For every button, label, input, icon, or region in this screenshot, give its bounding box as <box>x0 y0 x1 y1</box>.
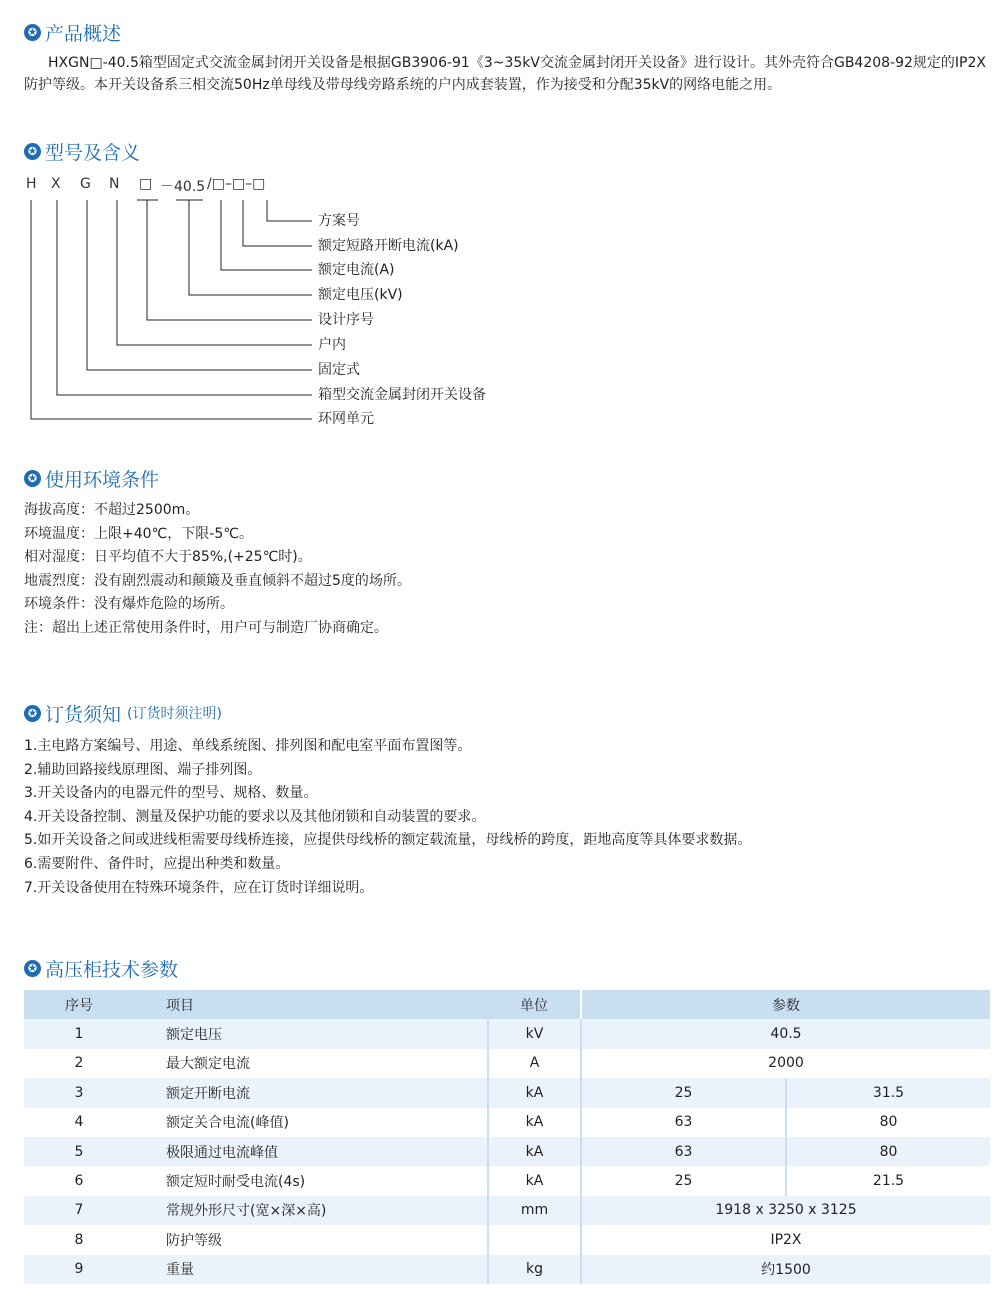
row-item: 防护等级 <box>134 1225 488 1254</box>
table-row <box>24 1108 990 1137</box>
row-item: 极限通过电流峰值 <box>134 1137 488 1166</box>
row-value-2: 31.5 <box>786 1078 990 1107</box>
header-param: 参数 <box>581 990 990 1019</box>
header-unit: 单位 <box>488 990 581 1019</box>
star-badge-icon: ✪ <box>24 470 41 487</box>
row-unit: kA <box>488 1166 581 1195</box>
ordering-line: 6.需要附件、备件时，应提出种类和数量。 <box>24 855 290 872</box>
row-no: 7 <box>24 1196 134 1225</box>
environment-line: 相对湿度：日平均值不大于85%,(+25℃时)。 <box>24 549 312 566</box>
ordering-list <box>24 735 751 900</box>
table-row <box>24 1049 990 1078</box>
environment-line: 环境温度：上限+40℃，下限-5℃。 <box>24 525 253 542</box>
table-row <box>24 1166 990 1195</box>
row-item: 重量 <box>134 1255 488 1284</box>
code-design-no: □ <box>139 176 153 192</box>
row-item: 额定短时耐受电流(4s) <box>134 1166 488 1195</box>
row-value-1: 25 <box>581 1166 786 1195</box>
star-badge-icon: ✪ <box>24 960 41 977</box>
label-fixed-type: 固定式 <box>318 362 360 378</box>
table-row <box>24 1225 990 1254</box>
table-row <box>24 1255 990 1284</box>
row-value: 40.5 <box>581 1019 990 1048</box>
label-design-no: 设计序号 <box>318 312 374 328</box>
row-value-2: 80 <box>786 1137 990 1166</box>
row-unit: kV <box>488 1019 581 1048</box>
row-unit: kg <box>488 1255 581 1284</box>
label-scheme-no: 方案号 <box>318 213 360 229</box>
overview-paragraph: HXGN□-40.5箱型固定式交流金属封闭开关设备是根据GB3906-91《3~35kV交流金属封闭开关设备》进行设计。其外壳符合GB4208-92规定的IP2X防护等级。本开关设备系三相交流50Hz单母线及带母线旁路系统的户内成套装置，作为接受和分配35kV的网络电能之用。 <box>24 55 986 93</box>
row-unit: kA <box>488 1078 581 1107</box>
row-unit: A <box>488 1049 581 1078</box>
table-row <box>24 1196 990 1225</box>
row-item: 额定关合电流(峰值) <box>134 1108 488 1137</box>
row-item: 额定开断电流 <box>134 1078 488 1107</box>
header-item: 项目 <box>134 990 488 1019</box>
row-value-1: 25 <box>581 1078 786 1107</box>
environment-line: 环境条件：没有爆炸危险的场所。 <box>24 596 234 613</box>
label-indoor: 户内 <box>318 337 346 353</box>
table-row <box>24 1137 990 1166</box>
code-letter-h: H <box>26 176 37 192</box>
ordering-line: 2.辅助回路接线原理图、端子排列图。 <box>24 761 262 778</box>
row-value-1: 63 <box>581 1108 786 1137</box>
table-row <box>24 1019 990 1048</box>
model-connector-lines <box>0 0 1000 440</box>
code-voltage: －40.5 <box>160 179 206 195</box>
label-box-type: 箱型交流金属封闭开关设备 <box>318 387 486 403</box>
label-rated-current: 额定电流(A) <box>318 262 395 278</box>
row-value: 约1500 <box>581 1255 990 1284</box>
row-no: 4 <box>24 1108 134 1137</box>
row-no: 8 <box>24 1225 134 1254</box>
row-value: 1918 x 3250 x 3125 <box>581 1196 990 1225</box>
row-unit: kA <box>488 1137 581 1166</box>
code-letter-n: N <box>109 176 120 192</box>
ordering-line: 7.开关设备使用在特殊环境条件，应在订货时详细说明。 <box>24 879 374 896</box>
spec-table <box>24 990 990 1284</box>
row-no: 1 <box>24 1019 134 1048</box>
overview-title: 产品概述 <box>45 22 122 45</box>
star-badge-icon: ✪ <box>24 24 41 41</box>
star-badge-icon: ✪ <box>24 143 41 160</box>
model-title: 型号及含义 <box>45 141 141 164</box>
row-value-2: 80 <box>786 1108 990 1137</box>
code-letter-x: X <box>51 176 61 192</box>
label-ring-unit: 环网单元 <box>318 411 374 427</box>
row-no: 2 <box>24 1049 134 1078</box>
environment-title: 使用环境条件 <box>45 468 160 491</box>
row-value: IP2X <box>581 1225 990 1254</box>
star-badge-icon: ✪ <box>24 705 41 722</box>
ordering-subtitle: (订货时须注明) <box>127 706 222 722</box>
row-unit: kA <box>488 1108 581 1137</box>
environment-line: 海拔高度：不超过2500m。 <box>24 502 200 518</box>
row-item: 常规外形尺寸(宽×深×高) <box>134 1196 488 1225</box>
specs-title: 高压柜技术参数 <box>45 958 179 981</box>
row-value-2: 21.5 <box>786 1166 990 1195</box>
code-suffix: /□–□–□ <box>207 176 266 192</box>
ordering-line: 5.如开关设备之间或进线柜需要母线桥连接，应提供母线桥的额定载流量，母线桥的跨度，距地高度等具体要求数据。 <box>24 832 752 849</box>
row-no: 9 <box>24 1255 134 1284</box>
environment-list <box>24 499 411 641</box>
row-unit: mm <box>488 1196 581 1225</box>
row-item: 额定电压 <box>134 1019 488 1048</box>
row-no: 3 <box>24 1078 134 1107</box>
row-no: 6 <box>24 1166 134 1195</box>
table-row <box>24 1078 990 1107</box>
section-title-environment <box>24 463 159 493</box>
row-no: 5 <box>24 1137 134 1166</box>
code-letter-g: G <box>80 176 91 192</box>
row-item: 最大额定电流 <box>134 1049 488 1078</box>
section-title-ordering <box>24 698 222 728</box>
section-title-specs <box>24 953 178 983</box>
row-value: 2000 <box>581 1049 990 1078</box>
row-value-1: 63 <box>581 1137 786 1166</box>
ordering-line: 4.开关设备控制、测量及保护功能的要求以及其他闭锁和自动装置的要求。 <box>24 808 486 825</box>
environment-line: 地震烈度：没有剧烈震动和颠簸及垂直倾斜不超过5度的场所。 <box>24 572 411 589</box>
ordering-title: 订货须知 <box>45 703 122 726</box>
ordering-line: 3.开关设备内的电器元件的型号、规格、数量。 <box>24 785 318 802</box>
environment-line: 注：超出上述正常使用条件时，用户可与制造厂协商确定。 <box>24 619 388 636</box>
ordering-line: 1.主电路方案编号、用途、单线系统图、排列图和配电室平面布置图等。 <box>24 738 472 754</box>
row-unit <box>488 1225 581 1254</box>
table-header-row <box>24 990 990 1019</box>
label-rated-voltage: 额定电压(kV) <box>318 287 403 303</box>
label-breaking-current: 额定短路开断电流(kA) <box>318 238 459 254</box>
header-no: 序号 <box>24 990 134 1019</box>
